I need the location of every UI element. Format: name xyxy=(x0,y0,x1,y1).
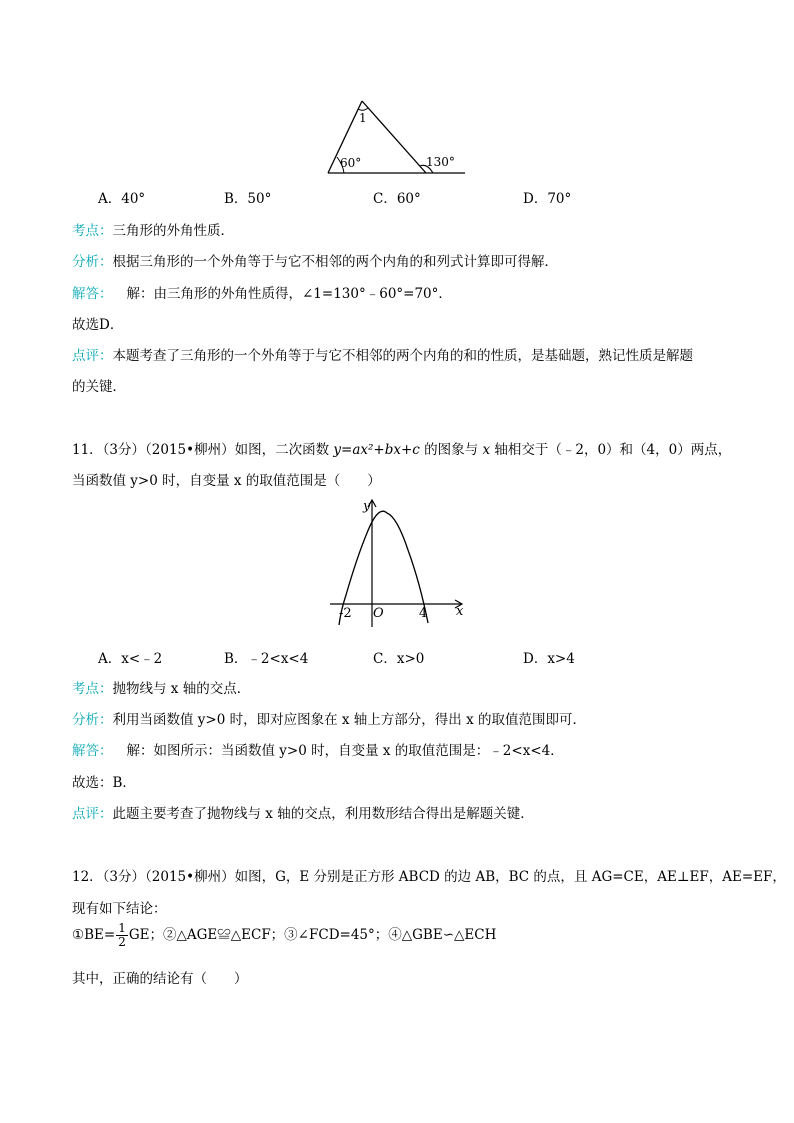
q11-jieda xyxy=(72,739,564,759)
q10-conclusion: 故选D． xyxy=(72,317,124,333)
q10-fenxi xyxy=(72,250,558,270)
q11-kaodian xyxy=(72,677,250,697)
q10-dianping xyxy=(72,344,693,364)
fenxi-label: 分析： xyxy=(72,254,113,270)
exterior-angle-label: 130° xyxy=(426,155,455,169)
q11-option-d: D．x>4 xyxy=(523,651,575,667)
triangle-right-side xyxy=(362,101,426,173)
q11-option-c: C．x>0 xyxy=(373,651,425,667)
left-angle-label: 60° xyxy=(340,156,362,170)
angle-arc-top xyxy=(358,108,368,110)
x-tick-right: 4 xyxy=(419,606,428,621)
parabola-graph xyxy=(325,495,470,630)
fenxi-text: 根据三角形的一个外角等于与它不相邻的两个内角的和列式计算即可得解． xyxy=(112,254,558,270)
q11-fenxi xyxy=(72,708,586,728)
q11-dianping xyxy=(72,802,534,822)
q10-kaodian xyxy=(72,219,234,239)
q11-conclusion: 故选：B． xyxy=(72,775,136,791)
jieda-text: 解：由三角形的外角性质得，∠1=130°﹣60°=70°． xyxy=(126,286,452,302)
q11-function: y=ax²+bx+c xyxy=(333,442,420,458)
q11-option-a: A．x<﹣2 xyxy=(98,651,163,667)
fraction-one-half xyxy=(116,922,128,949)
q10-option-b: B．50° xyxy=(224,191,272,207)
q10-option-a: A．40° xyxy=(98,191,146,207)
q10-jieda xyxy=(72,282,452,302)
y-axis-label: y xyxy=(363,499,371,514)
q12-stem-line2: 现有如下结论： xyxy=(72,901,167,917)
q11-stem-mid: 的图象与 xyxy=(419,442,483,458)
q12-conclusions xyxy=(72,922,496,949)
x-axis-label: x xyxy=(456,604,464,619)
kaodian-label: 考点： xyxy=(72,681,113,697)
q10-option-c: C．60° xyxy=(373,191,421,207)
q11-x-var: x xyxy=(482,442,491,458)
vertex-label: 1 xyxy=(359,111,367,125)
q11-stem-suffix: 轴相交于（﹣2，0）和（4，0）两点， xyxy=(490,442,732,458)
kaodian-text: 抛物线与 x 轴的交点． xyxy=(112,681,251,697)
jieda-text: 解：如图所示：当函数值 y>0 时，自变量 x 的取值范围是：﹣2<x<4． xyxy=(126,743,564,759)
fenxi-label: 分析： xyxy=(72,712,113,728)
kaodian-label: 考点： xyxy=(72,223,113,239)
x-tick-left: -2 xyxy=(339,606,352,621)
q10-option-d: D．70° xyxy=(523,191,572,207)
dianping-line1: 本题考查了三角形的一个外角等于与它不相邻的两个内角的和的性质，是基础题，熟记性质是解题 xyxy=(112,348,693,364)
q11-option-b: B．﹣2<x<4 xyxy=(224,651,309,667)
triangle-figure xyxy=(320,95,470,180)
kaodian-text: 三角形的外角性质． xyxy=(112,223,234,239)
q10-dianping-line2: 的关键． xyxy=(72,379,126,395)
dianping-text: 此题主要考查了抛物线与 x 轴的交点，利用数形结合得出是解题关键． xyxy=(112,806,534,822)
fraction-denominator: 2 xyxy=(118,935,126,949)
q12-stem-line4: 其中，正确的结论有（ ） xyxy=(72,971,248,987)
jieda-label: 解答： xyxy=(72,743,113,759)
q12-stem-line1: 12．（3分）（2015•柳州）如图，G，E 分别是正方形 ABCD 的边 AB，BC 的点，且 AG=CE，AE⊥EF，AE=EF， xyxy=(72,869,786,885)
q11-stem-prefix: 11．（3分）（2015•柳州）如图，二次函数 xyxy=(72,442,334,458)
conclusions-rest: GE；②△AGE≌△ECF；③∠FCD=45°；④△GBE∽△ECH xyxy=(128,927,497,943)
q11-stem-line1 xyxy=(72,438,731,458)
dianping-label: 点评： xyxy=(72,348,113,364)
q11-stem-line2: 当函数值 y>0 时，自变量 x 的取值范围是（ ） xyxy=(72,473,381,489)
origin-label: O xyxy=(373,606,384,621)
jieda-label: 解答： xyxy=(72,286,113,302)
fraction-numerator: 1 xyxy=(118,921,126,935)
dianping-label: 点评： xyxy=(72,806,113,822)
conclusion-1-prefix: ①BE= xyxy=(72,927,116,943)
fenxi-text: 利用当函数值 y>0 时，即对应图象在 x 轴上方部分，得出 x 的取值范围即可． xyxy=(112,712,587,728)
